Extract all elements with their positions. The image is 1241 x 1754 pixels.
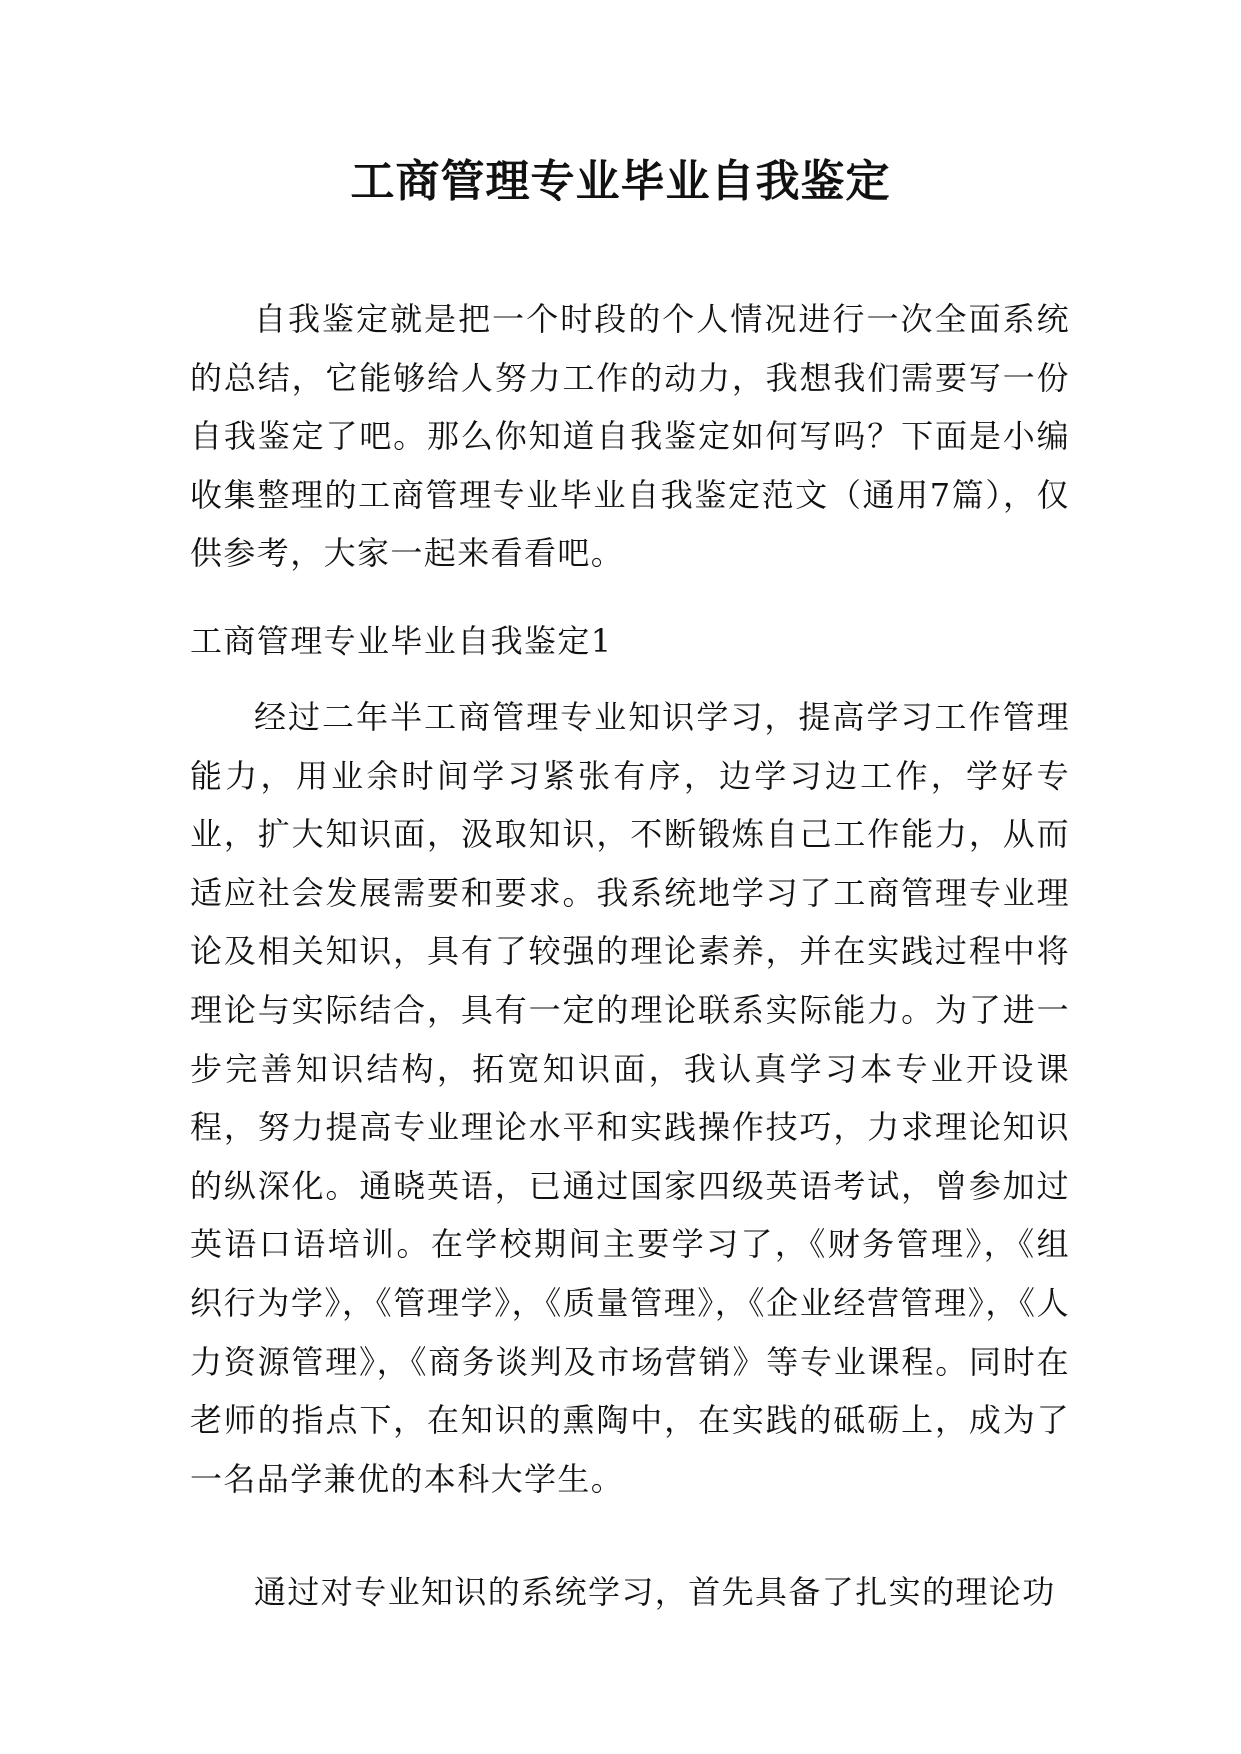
intro-paragraph: 自我鉴定就是把一个时段的个人情况进行一次全面系统的总结，它能够给人努力工作的动力，我想我们需要写一份自我鉴定了吧。那么你知道自我鉴定如何写吗？下面是小编收集整理的工商管理专业毕业自我鉴定范文（通用7篇），仅供参考，大家一起来看看吧。 <box>190 300 1070 573</box>
section-heading: 工商管理专业毕业自我鉴定1 <box>190 622 613 660</box>
document-title: 工商管理专业毕业自我鉴定 <box>350 156 891 207</box>
body-paragraph: 通过对专业知识的系统学习，首先具备了扎实的理论功 <box>254 1573 1056 1611</box>
body-paragraph: 经过二年半工商管理专业知识学习，提高学习工作管理能力，用业余时间学习紧张有序，边学习边工作，学好专业，扩大知识面，汲取知识，不断锻炼自己工作能力，从而适应社会发展需要和要求。我系统地学习了工商管理专业理论及相关知识，具有了较强的理论素养，并在实践过程中将理论与实际结合，具有一定的理论联系实际能力。为了进一步完善知识结构，拓宽知识面，我认真学习本专业开设课程，努力提高专业理论水平和实践操作技巧，力求理论知识的纵深化。通晓英语，已通过国家四级英语考试，曾参加过英语口语培训。在学校期间主要学习了，《财务管理》，《组织行为学》，《管理学》，《质量管理》，《企业经营管理》，《人力资源管理》，《商务谈判及市场营销》等专业课程。同时在老师的指点下，在知识的熏陶中，在实践的砥砺上，成为了一名品学兼优的本科大学生。 <box>190 698 1070 1498</box>
